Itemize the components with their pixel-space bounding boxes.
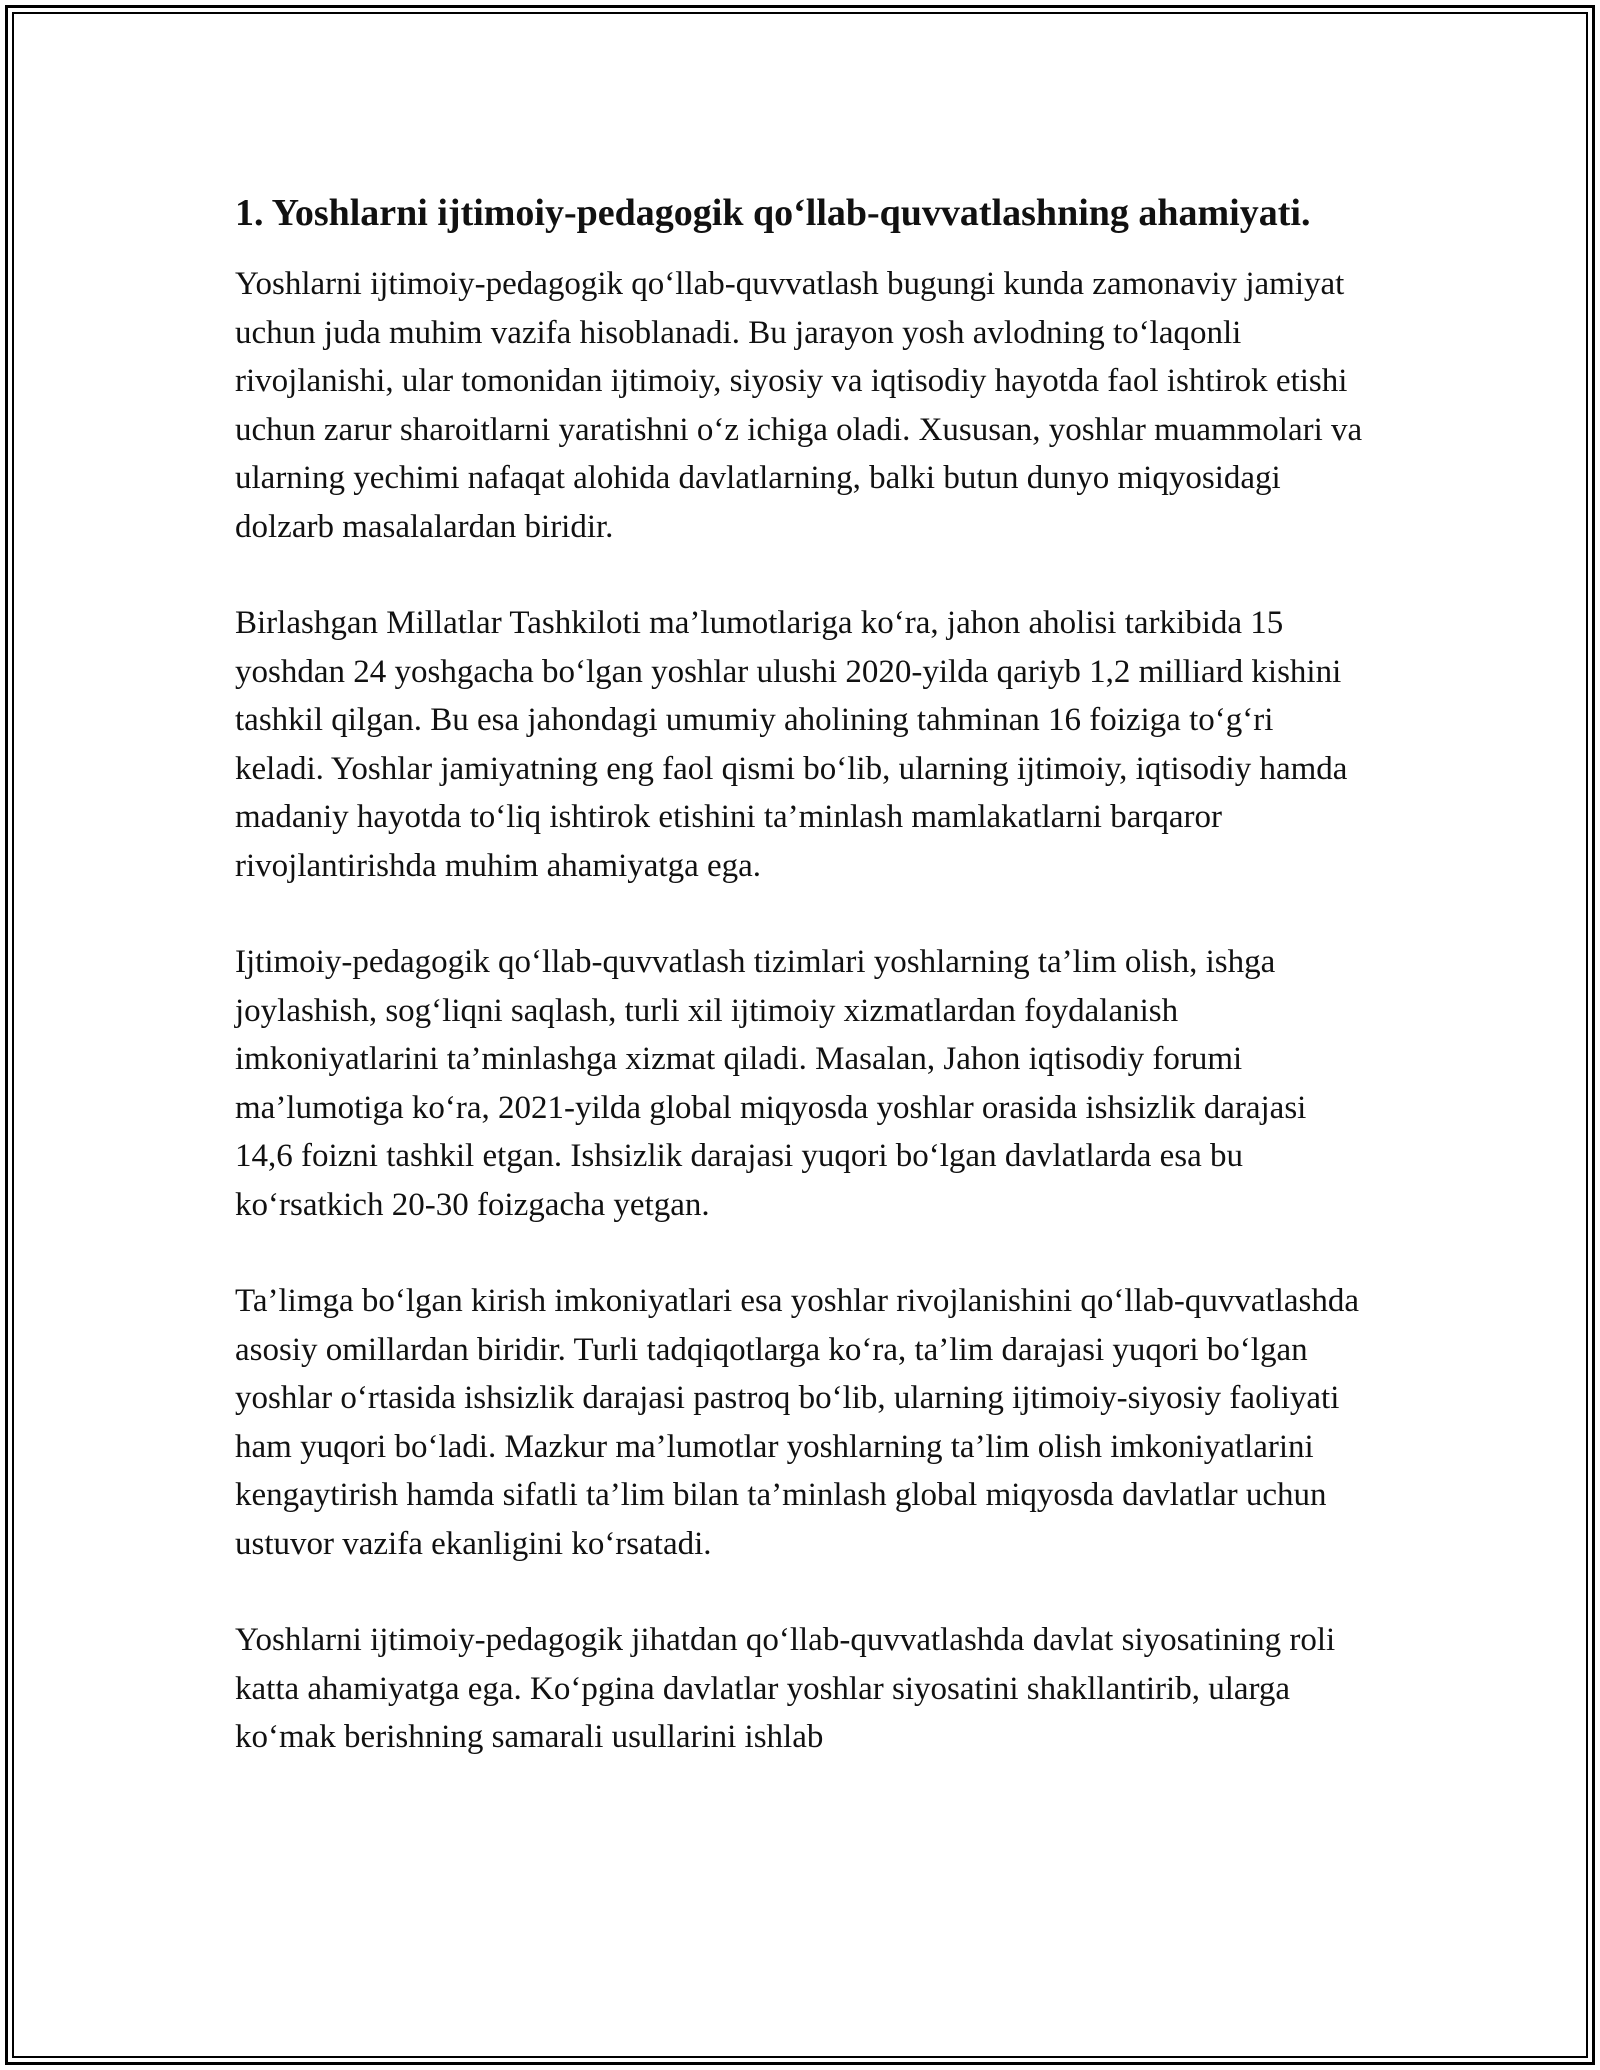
paragraph-1: Yoshlarni ijtimoiy-pedagogik qo‘llab-quvvatlash bugungi kunda zamonaviy jamiyat uchun juda muhim vazifa hisoblanadi. Bu jarayon yosh avlodning to‘laqonli rivojlanishi, ular tomonidan ijtimoiy, siyosiy va iqtisodiy hayotda faol ishtirok etishi uchun zarur sharoitlarni yaratishni o‘z ichiga oladi. Xususan, yoshlar muammolari va ularning yechimi nafaqat alohida davlatlarning, balki butun dunyo miqyosidagi dolzarb masalalardan biridir. bbox=[235, 266, 1363, 545]
paragraph-3: Ijtimoiy-pedagogik qo‘llab-quvvatlash tizimlari yoshlarning ta’lim olish, ishga joylashish, sog‘liqni saqlash, turli xil ijtimoiy xizmatlardan foydalanish imkoniyatlarini ta’minlashga xizmat qiladi. Masalan, Jahon iqtisodiy forumi ma’lumotiga ko‘ra, 2021-yilda global miqyosda yoshlar orasida ishsizlik darajasi 14,6 foizni tashkil etgan. Ishsizlik darajasi yuqori bo‘lgan davlatlarda esa bu ko‘rsatkich 20-30 foizgacha yetgan. bbox=[235, 944, 1307, 1223]
paragraph-4: Ta’limga bo‘lgan kirish imkoniyatlari esa yoshlar rivojlanishini qo‘llab-quvvatlashda asosiy omillardan biridir. Turli tadqiqotlarga ko‘ra, ta’lim darajasi yuqori bo‘lgan yoshlar o‘rtasida ishsizlik darajasi pastroq bo‘lib, ularning ijtimoiy-siyosiy faoliyati ham yuqori bo‘ladi. Mazkur ma’lumotlar yoshlarning ta’lim olish imkoniyatlarini kengaytirish hamda sifatli ta’lim bilan ta’minlash global miqyosda davlatlar uchun ustuvor vazifa ekanligini ko‘rsatadi. bbox=[235, 1283, 1360, 1562]
document-body bbox=[235, 188, 1370, 1762]
paragraph-2: Birlashgan Millatlar Tashkiloti ma’lumotlariga ko‘ra, jahon aholisi tarkibida 15 yoshdan 24 yoshgacha bo‘lgan yoshlar ulushi 2020-yilda qariyb 1,2 milliard kishini tashkil qilgan. Bu esa jahondagi umumiy aholining tahminan 16 foiziga to‘g‘ri keladi. Yoshlar jamiyatning eng faol qismi bo‘lib, ularning ijtimoiy, iqtisodiy hamda madaniy hayotda to‘liq ishtirok etishini ta’minlash mamlakatlarni barqaror rivojlantirishda muhim ahamiyatga ega. bbox=[235, 605, 1348, 884]
paragraph-5: Yoshlarni ijtimoiy-pedagogik jihatdan qo‘llab-quvvatlashda davlat siyosatining roli katta ahamiyatga ega. Ko‘pgina davlatlar yoshlar siyosatini shakllantirib, ularga ko‘mak berishning samarali usullarini ishlab bbox=[235, 1622, 1336, 1755]
section-heading: 1. Yoshlarni ijtimoiy-pedagogik qo‘llab-quvvatlashning ahamiyati. bbox=[235, 192, 1311, 234]
